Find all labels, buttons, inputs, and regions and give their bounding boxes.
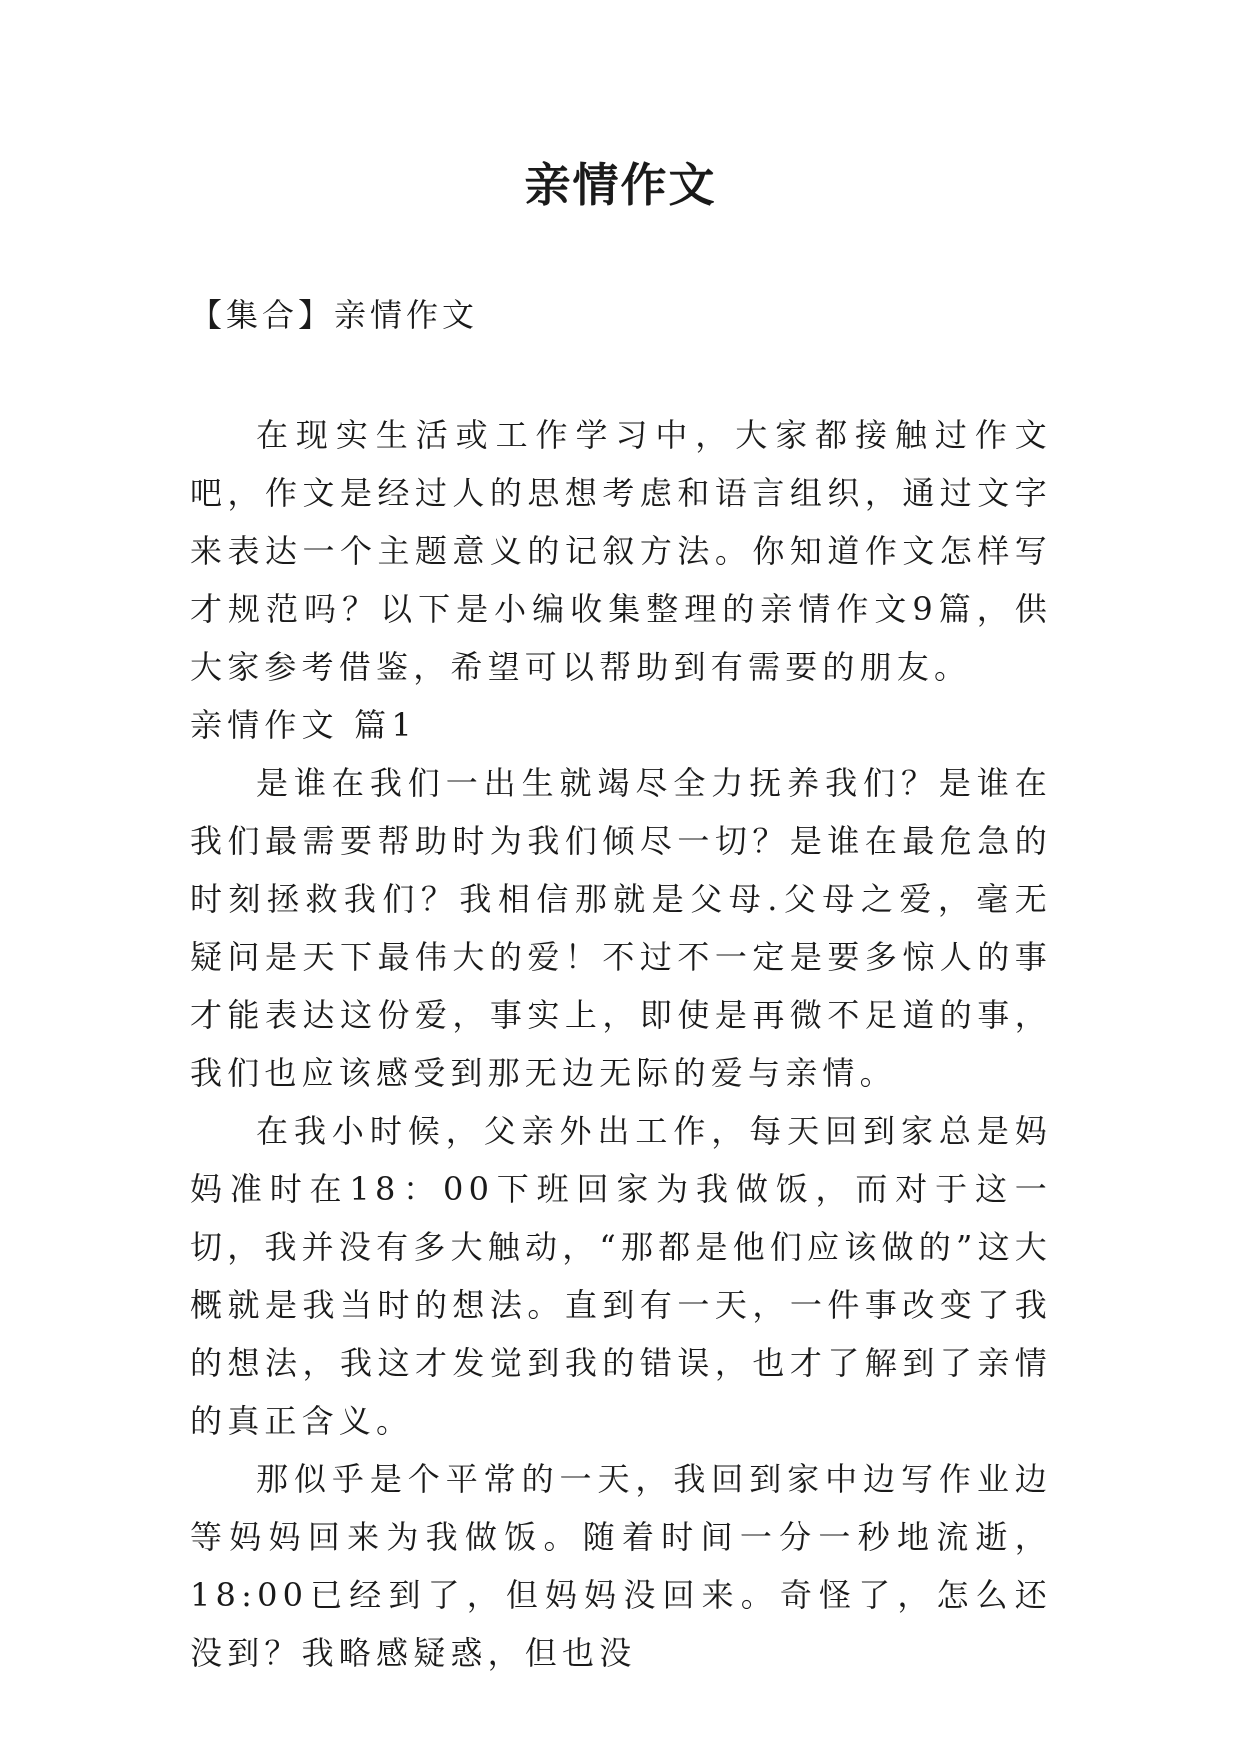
body-paragraph-3: 那似乎是个平常的一天，我回到家中边写作业边等妈妈回来为我做饭。随着时间一分一秒地流逝，18:00已经到了，但妈妈没回来。奇怪了，怎么还没到？我略感疑惑，但也没 <box>190 1460 1052 1672</box>
intro-paragraph: 在现实生活或工作学习中，大家都接触过作文吧，作文是经过人的思想考虑和语言组织，通过文字来表达一个主题意义的记叙方法。你知道作文怎样写才规范吗？以下是小编收集整理的亲情作文9篇，供大家参考借鉴，希望可以帮助到有需要的朋友。 <box>190 416 1052 686</box>
document-title: 亲情作文 <box>524 158 717 212</box>
document-subtitle: 【集合】亲情作文 <box>190 296 479 334</box>
body-paragraph-2: 在我小时候，父亲外出工作，每天回到家总是妈妈准时在18：00下班回家为我做饭，而对于这一切，我并没有多大触动，“那都是他们应该做的”这大概就是我当时的想法。直到有一天，一件事改变了我的想法，我这才发觉到我的错误，也才了解到了亲情的真正含义。 <box>190 1112 1052 1440</box>
document-body <box>190 406 1052 1682</box>
body-paragraph-1: 是谁在我们一出生就竭尽全力抚养我们？是谁在我们最需要帮助时为我们倾尽一切？是谁在最危急的时刻拯救我们？我相信那就是父母.父母之爱，毫无疑问是天下最伟大的爱！不过不一定是要多惊人的事才能表达这份爱，事实上，即使是再微不足道的事，我们也应该感受到那无边无际的爱与亲情。 <box>190 764 1052 1092</box>
section-heading: 亲情作文 篇1 <box>190 706 417 744</box>
